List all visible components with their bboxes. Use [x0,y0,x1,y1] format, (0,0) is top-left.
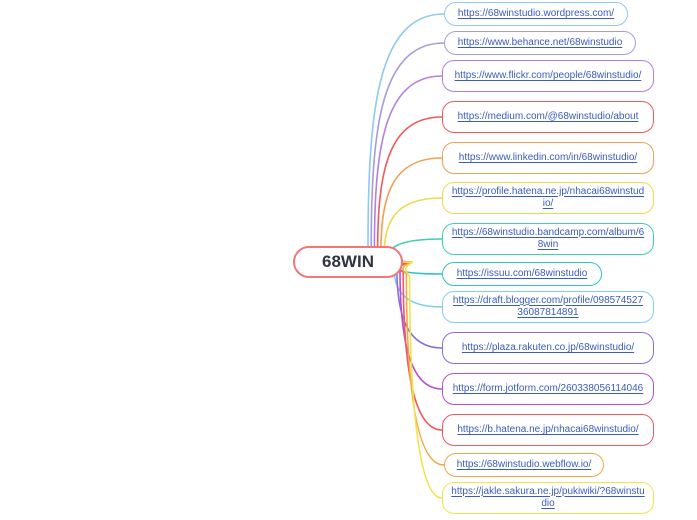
mindmap-node-label: https://www.behance.net/68winstudio [457,36,623,48]
mindmap-node-label: https://www.flickr.com/people/68winstudio/ [454,69,642,81]
mindmap-node[interactable] [442,414,654,446]
mindmap-node-label: https://draft.blogger.com/profile/09857452736087814891 [452,294,644,318]
mindmap-node-label: https://www.linkedin.com/in/68winstudio/ [458,151,638,163]
mindmap-node-label: https://issuu.com/68winstudio [456,267,588,279]
mindmap-node-label: https://68winstudio.webflow.io/ [456,458,592,470]
mindmap-node-label: https://profile.hatena.ne.jp/nhacai68winstudio/ [451,185,645,209]
mindmap-node[interactable] [444,31,636,55]
mindmap-node-label: https://plaza.rakuten.co.jp/68winstudio/ [461,341,635,353]
mindmap-node[interactable] [442,482,654,514]
mindmap-node-label: https://medium.com/@68winstudio/about [457,110,639,122]
mindmap-node[interactable] [442,101,654,133]
mindmap-node[interactable] [442,223,654,255]
mindmap-node-label: https://form.jotform.com/260338056114046 [452,382,644,394]
mindmap-node[interactable] [442,142,654,174]
mindmap-node-label: https://68winstudio.wordpress.com/ [457,7,615,19]
mindmap-node-label: https://68winstudio.bandcamp.com/album/68win [451,226,645,250]
mindmap-root-label: 68WIN [322,252,374,272]
mindmap-node[interactable] [442,182,654,214]
mindmap-root-node[interactable] [293,246,403,278]
mindmap-node[interactable] [444,453,604,477]
mindmap-node-label: https://jakle.sakura.ne.jp/pukiwiki/?68winstudio [451,485,645,509]
mindmap-node[interactable] [442,373,654,405]
mindmap-node[interactable] [442,262,602,286]
mindmap-node[interactable] [442,291,654,323]
mindmap-node[interactable] [444,2,628,26]
mindmap-node-label: https://b.hatena.ne.jp/nhacai68winstudio/ [457,423,639,435]
mindmap-node[interactable] [442,60,654,92]
mindmap-node[interactable] [442,332,654,364]
